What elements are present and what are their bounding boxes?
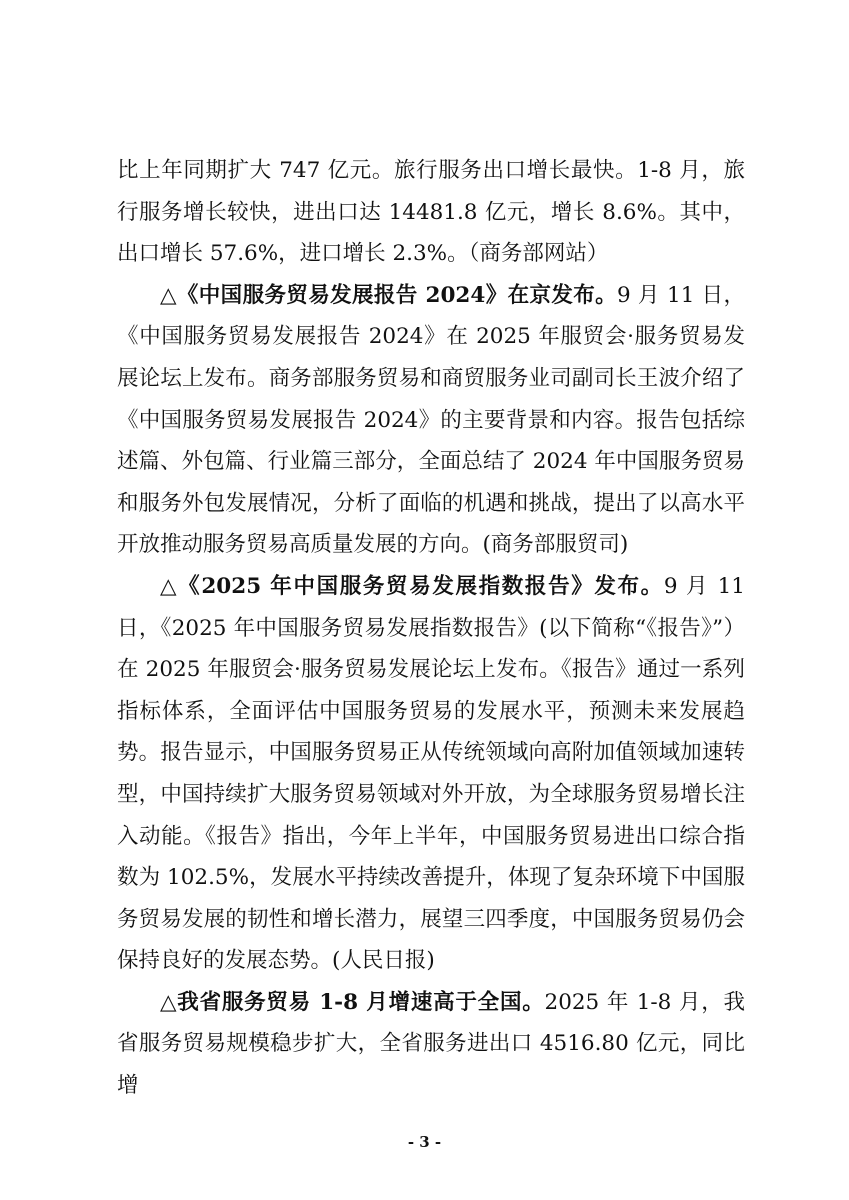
paragraph-text: 比上年同期扩大 747 亿元。旅行服务出口增长最快。1-8 月，旅行服务增长较快，进出口达 14481.8 亿元，增长 8.6%。其中，出口增长 57.6%，进口增长 2.3%。（商务部网站） bbox=[117, 158, 745, 267]
news-text: 9 月 11 日，《2025 年中国服务贸易发展指数报告》(以下简称“《报告》”）在 2025 年服贸会·服务贸易发展论坛上发布。《报告》通过一系列指标体系，全面评估中国服务贸易的发展水平，预测未来发展趋势。报告显示，中国服务贸易正从传统领域向高附加值领域加速转型，中国持续扩大服务贸易领域对外开放，为全球服务贸易增长注入动能。《报告》指出，今年上半年，中国服务贸易进出口综合指数为 102.5%，发展水平持续改善提升，体现了复杂环境下中国服务贸易发展的韧性和增长潜力，展望三四季度，中国服务贸易仍会保持良好的发展态势。(人民日报) bbox=[117, 573, 745, 974]
news-headline: △我省服务贸易 1-8 月增速高于全国。 bbox=[160, 989, 545, 1015]
news-item-service-trade-report-2024 bbox=[117, 275, 745, 566]
news-headline: △《中国服务贸易发展报告 2024》在京发布。 bbox=[160, 282, 618, 308]
page-number: - 3 - bbox=[407, 1133, 442, 1151]
document-body bbox=[117, 150, 745, 1107]
news-text: 9 月 11 日，《中国服务贸易发展报告 2024》在 2025 年服贸会·服务贸易发展论坛上发布。商务部服务贸易和商贸服务业司副司长王波介绍了《中国服务贸易发展报告 2024》的主要背景和内容。报告包括综述篇、外包篇、行业篇三部分，全面总结了 2024 年中国服务贸易和服务外包发展情况，分析了面临的机遇和挑战，提出了以高水平开放推动服务贸易高质量发展的方向。(商务部服贸司) bbox=[117, 282, 745, 558]
paragraph-continuation bbox=[117, 150, 745, 275]
news-text: 2025 年 1-8 月，我省服务贸易规模稳步扩大，全省服务进出口 4516.80 亿元，同比增 bbox=[117, 989, 745, 1099]
news-headline: △《2025 年中国服务贸易发展指数报告》发布。 bbox=[160, 573, 664, 599]
news-item-service-trade-index-report-2025 bbox=[117, 566, 745, 982]
news-item-provincial-service-trade bbox=[117, 982, 745, 1107]
